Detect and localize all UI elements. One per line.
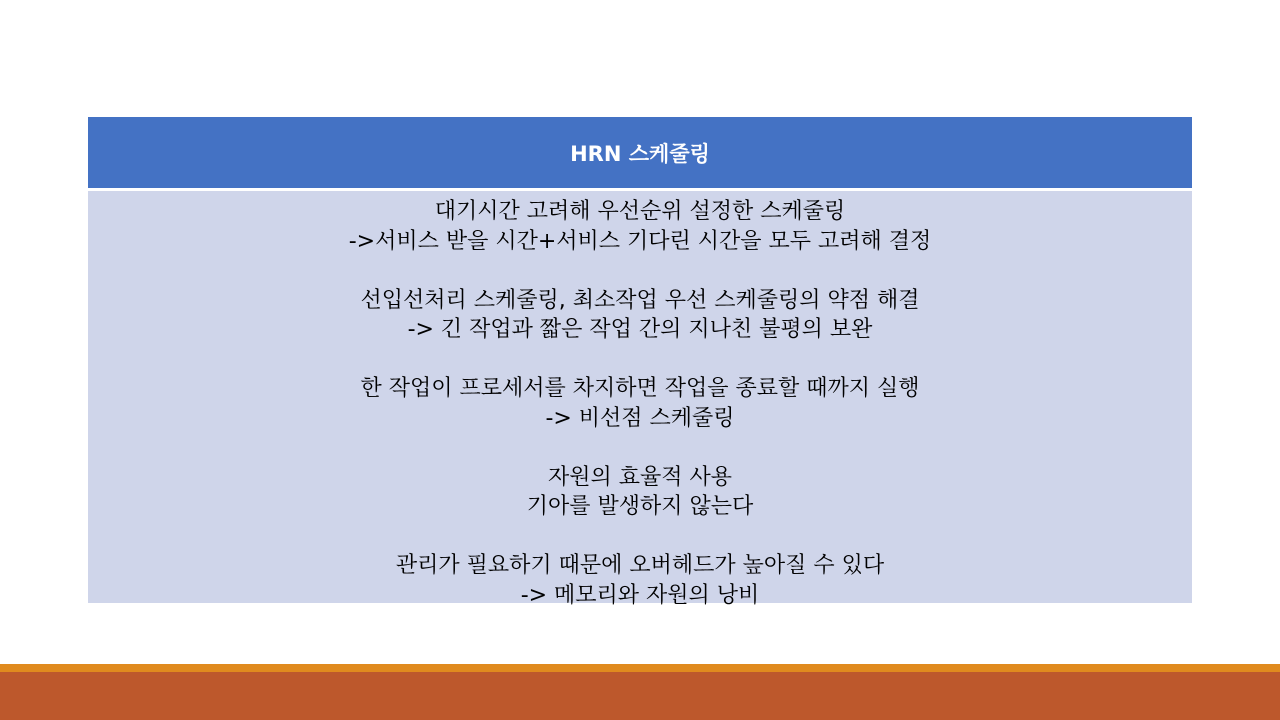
spacer bbox=[88, 433, 1192, 463]
text-line: 대기시간 고려해 우선순위 설정한 스케줄링 bbox=[434, 199, 846, 224]
text-line: ->서비스 받을 시간+서비스 기다린 시간을 모두 고려해 결정 bbox=[348, 228, 932, 254]
text-line: -> 메모리와 자원의 낭비 bbox=[520, 582, 760, 608]
text-line: 선입선처리 스케줄링, 최소작업 우선 스케줄링의 약점 해결 bbox=[360, 287, 920, 313]
text-line: 자원의 효율적 사용 bbox=[547, 464, 732, 490]
footer-stripe-rust bbox=[0, 672, 1280, 720]
table-header bbox=[88, 117, 1192, 188]
table-title: HRN 스케줄링 bbox=[570, 141, 710, 166]
text-line: -> 비선점 스케줄링 bbox=[545, 405, 735, 431]
text-line: 관리가 필요하기 때문에 오버헤드가 높아질 수 있다 bbox=[395, 553, 885, 578]
table-body bbox=[88, 191, 1192, 608]
text-line: 기아를 발생하지 않는다 bbox=[526, 494, 754, 519]
text-line: 한 작업이 프로세서를 차지하면 작업을 종료할 때까지 실행 bbox=[360, 376, 920, 401]
spacer bbox=[88, 256, 1192, 286]
spacer bbox=[88, 345, 1192, 375]
spacer bbox=[88, 522, 1192, 552]
content-table bbox=[88, 117, 1192, 608]
footer-stripe-orange bbox=[0, 664, 1280, 672]
text-line: -> 긴 작업과 짧은 작업 간의 지나친 불평의 보완 bbox=[407, 317, 873, 342]
